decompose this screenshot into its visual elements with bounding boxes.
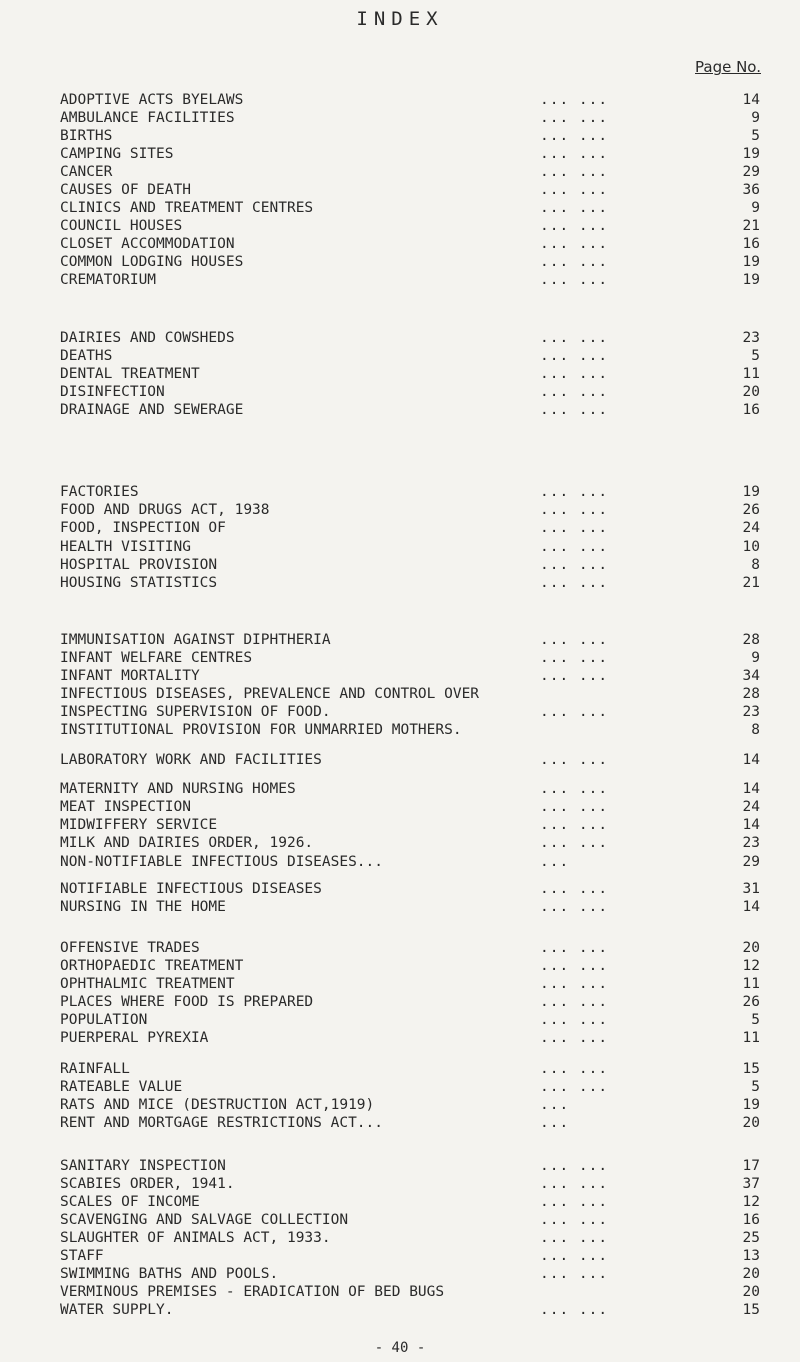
entry-label: WATER SUPPLY. <box>60 1302 174 1318</box>
entry-page-number: 14 <box>742 752 760 768</box>
index-entry <box>60 1096 760 1114</box>
entry-page-number: 36 <box>742 182 760 198</box>
entry-label: OFFENSIVE TRADES <box>60 940 200 956</box>
entry-label: FOOD, INSPECTION OF <box>60 520 226 536</box>
entry-label: LABORATORY WORK AND FACILITIES <box>60 752 322 768</box>
index-entry <box>60 91 760 109</box>
entry-page-number: 19 <box>742 146 760 162</box>
entry-label: CLOSET ACCOMMODATION <box>60 236 235 252</box>
entry-leader-dots: ... ... <box>540 218 609 234</box>
entry-leader-dots: ... ... <box>540 1176 609 1192</box>
index-entry <box>60 1247 760 1265</box>
entry-label: CLINICS AND TREATMENT CENTRES <box>60 200 314 216</box>
entry-page-number: 11 <box>742 1030 760 1046</box>
index-entry <box>60 501 760 519</box>
entry-label: IMMUNISATION AGAINST DIPHTHERIA <box>60 632 331 648</box>
entry-label: DAIRIES AND COWSHEDS <box>60 330 235 346</box>
entry-label: INFANT MORTALITY <box>60 668 200 684</box>
entry-page-number: 20 <box>742 384 760 400</box>
entry-label: PUERPERAL PYREXIA <box>60 1030 209 1046</box>
entry-leader-dots: ... <box>540 1115 570 1131</box>
entry-page-number: 9 <box>751 200 760 216</box>
entry-leader-dots: ... ... <box>540 1212 609 1228</box>
page-title: INDEX <box>356 8 444 30</box>
entry-label: HOSPITAL PROVISION <box>60 557 218 573</box>
entry-leader-dots: ... ... <box>540 402 609 418</box>
entry-label: RAINFALL <box>60 1061 130 1077</box>
entry-page-number: 16 <box>742 402 760 418</box>
entry-label: INSPECTING SUPERVISION OF FOOD. <box>60 704 331 720</box>
entry-label: RENT AND MORTGAGE RESTRICTIONS ACT... <box>60 1115 384 1131</box>
entry-leader-dots: ... ... <box>540 1061 609 1077</box>
entry-label: STAFF <box>60 1248 104 1264</box>
index-group <box>60 853 760 871</box>
entry-page-number: 19 <box>742 272 760 288</box>
index-entry <box>60 880 760 898</box>
index-entry <box>60 1114 760 1132</box>
entry-label: INFANT WELFARE CENTRES <box>60 650 253 666</box>
entry-leader-dots: ... ... <box>540 502 609 518</box>
entry-leader-dots: ... ... <box>540 650 609 666</box>
entry-page-number: 17 <box>742 1158 760 1174</box>
index-group <box>60 329 760 419</box>
index-entry <box>60 993 760 1011</box>
entry-label: SCAVENGING AND SALVAGE COLLECTION <box>60 1212 349 1228</box>
page-footer-number: - 40 - <box>374 1340 426 1356</box>
entry-label: NURSING IN THE HOME <box>60 899 226 915</box>
entry-label: AMBULANCE FACILITIES <box>60 110 235 126</box>
entry-page-number: 20 <box>742 1115 760 1131</box>
index-entry <box>60 1265 760 1283</box>
entry-page-number: 20 <box>742 1266 760 1282</box>
entry-leader-dots: ... ... <box>540 940 609 956</box>
entry-page-number: 8 <box>751 722 760 738</box>
entry-page-number: 9 <box>751 650 760 666</box>
entry-leader-dots: ... ... <box>540 348 609 364</box>
index-group <box>60 780 760 852</box>
index-group <box>60 538 760 592</box>
page-number-heading: Page No. <box>695 58 761 76</box>
entry-leader-dots: ... ... <box>540 1012 609 1028</box>
index-entry <box>60 1193 760 1211</box>
index-entry <box>60 347 760 365</box>
index-group <box>60 1157 760 1319</box>
entry-page-number: 24 <box>742 520 760 536</box>
index-entry <box>60 853 760 871</box>
entry-leader-dots: ... ... <box>540 1248 609 1264</box>
index-entry <box>60 253 760 271</box>
entry-leader-dots: ... ... <box>540 366 609 382</box>
entry-page-number: 16 <box>742 236 760 252</box>
entry-label: DISINFECTION <box>60 384 165 400</box>
entry-page-number: 20 <box>742 940 760 956</box>
entry-leader-dots: ... ... <box>540 817 609 833</box>
entry-page-number: 19 <box>742 1097 760 1113</box>
entry-page-number: 12 <box>742 958 760 974</box>
entry-page-number: 25 <box>742 1230 760 1246</box>
entry-leader-dots: ... ... <box>540 236 609 252</box>
entry-leader-dots: ... ... <box>540 899 609 915</box>
entry-label: NOTIFIABLE INFECTIOUS DISEASES <box>60 881 322 897</box>
index-entry <box>60 798 760 816</box>
index-entry <box>60 1060 760 1078</box>
entry-leader-dots: ... ... <box>540 835 609 851</box>
entry-label: MATERNITY AND NURSING HOMES <box>60 781 296 797</box>
index-entry <box>60 957 760 975</box>
index-entry <box>60 1283 760 1301</box>
entry-label: COUNCIL HOUSES <box>60 218 183 234</box>
index-entry <box>60 975 760 993</box>
entry-leader-dots: ... ... <box>540 1230 609 1246</box>
entry-page-number: 21 <box>742 575 760 591</box>
entry-leader-dots: ... ... <box>540 799 609 815</box>
entry-label: BIRTHS <box>60 128 113 144</box>
entry-leader-dots: ... ... <box>540 632 609 648</box>
entry-leader-dots: ... ... <box>540 1266 609 1282</box>
entry-page-number: 13 <box>742 1248 760 1264</box>
entry-page-number: 19 <box>742 254 760 270</box>
entry-leader-dots: ... ... <box>540 110 609 126</box>
entry-page-number: 24 <box>742 799 760 815</box>
entry-leader-dots: ... ... <box>540 484 609 500</box>
index-group <box>60 751 760 769</box>
entry-page-number: 14 <box>742 781 760 797</box>
entry-label: SCABIES ORDER, 1941. <box>60 1176 235 1192</box>
entry-label: SANITARY INSPECTION <box>60 1158 226 1174</box>
entry-page-number: 14 <box>742 899 760 915</box>
index-entry <box>60 631 760 649</box>
entry-label: SLAUGHTER OF ANIMALS ACT, 1933. <box>60 1230 331 1246</box>
entry-label: HEALTH VISITING <box>60 539 191 555</box>
entry-label: CAMPING SITES <box>60 146 174 162</box>
entry-page-number: 8 <box>751 557 760 573</box>
entry-page-number: 14 <box>742 817 760 833</box>
index-entry <box>60 1029 760 1047</box>
entry-leader-dots: ... ... <box>540 976 609 992</box>
index-entry <box>60 163 760 181</box>
entry-page-number: 28 <box>742 686 760 702</box>
entry-label: CAUSES OF DEATH <box>60 182 191 198</box>
index-entry <box>60 1211 760 1229</box>
entry-leader-dots: ... ... <box>540 1158 609 1174</box>
index-entry <box>60 816 760 834</box>
index-entry <box>60 109 760 127</box>
entry-label: MIDWIFFERY SERVICE <box>60 817 218 833</box>
entry-label: CANCER <box>60 164 113 180</box>
entry-page-number: 15 <box>742 1302 760 1318</box>
entry-leader-dots: ... ... <box>540 1302 609 1318</box>
entry-leader-dots: ... ... <box>540 958 609 974</box>
entry-page-number: 14 <box>742 92 760 108</box>
entry-leader-dots: ... ... <box>540 200 609 216</box>
entry-leader-dots: ... ... <box>540 1079 609 1095</box>
entry-page-number: 23 <box>742 704 760 720</box>
index-entry <box>60 329 760 347</box>
entry-label: SWIMMING BATHS AND POOLS. <box>60 1266 279 1282</box>
index-entry <box>60 1175 760 1193</box>
entry-page-number: 28 <box>742 632 760 648</box>
entry-label: DENTAL TREATMENT <box>60 366 200 382</box>
index-entry <box>60 703 760 721</box>
entry-page-number: 31 <box>742 881 760 897</box>
index-entry <box>60 649 760 667</box>
entry-label: FOOD AND DRUGS ACT, 1938 <box>60 502 270 518</box>
entry-label: FACTORIES <box>60 484 139 500</box>
entry-leader-dots: ... <box>540 854 570 870</box>
index-entry <box>60 235 760 253</box>
entry-leader-dots: ... ... <box>540 254 609 270</box>
entry-label: POPULATION <box>60 1012 148 1028</box>
entry-page-number: 11 <box>742 366 760 382</box>
entry-label: VERMINOUS PREMISES - ERADICATION OF BED BUGS <box>60 1284 445 1300</box>
entry-leader-dots: ... ... <box>540 330 609 346</box>
index-entry <box>60 519 760 537</box>
entry-leader-dots: ... ... <box>540 1194 609 1210</box>
entry-label: DRAINAGE AND SEWERAGE <box>60 402 244 418</box>
index-entry <box>60 780 760 798</box>
index-entry <box>60 898 760 916</box>
entry-label: PLACES WHERE FOOD IS PREPARED <box>60 994 314 1010</box>
entry-leader-dots: ... ... <box>540 146 609 162</box>
index-entry <box>60 834 760 852</box>
entry-leader-dots: ... ... <box>540 164 609 180</box>
index-entry <box>60 1011 760 1029</box>
index-entry <box>60 939 760 957</box>
index-entry <box>60 556 760 574</box>
entry-label: SCALES OF INCOME <box>60 1194 200 1210</box>
index-entry <box>60 181 760 199</box>
entry-label: DEATHS <box>60 348 113 364</box>
entry-label: MEAT INSPECTION <box>60 799 191 815</box>
index-group <box>60 631 760 739</box>
entry-page-number: 26 <box>742 994 760 1010</box>
entry-label: RATEABLE VALUE <box>60 1079 183 1095</box>
entry-page-number: 37 <box>742 1176 760 1192</box>
entry-leader-dots: ... ... <box>540 539 609 555</box>
entry-label: CREMATORIUM <box>60 272 157 288</box>
entry-label: NON-NOTIFIABLE INFECTIOUS DISEASES... <box>60 854 384 870</box>
entry-page-number: 21 <box>742 218 760 234</box>
entry-label: OPHTHALMIC TREATMENT <box>60 976 235 992</box>
index-entry <box>60 1157 760 1175</box>
entry-leader-dots: ... ... <box>540 704 609 720</box>
entry-leader-dots: ... ... <box>540 752 609 768</box>
entry-page-number: 23 <box>742 330 760 346</box>
entry-label: INFECTIOUS DISEASES, PREVALENCE AND CONTROL OVER <box>60 686 480 702</box>
index-entry <box>60 751 760 769</box>
entry-label: INSTITUTIONAL PROVISION FOR UNMARRIED MOTHERS. <box>60 722 462 738</box>
index-group <box>60 993 760 1047</box>
index-entry <box>60 574 760 592</box>
index-group <box>60 483 760 537</box>
entry-leader-dots: ... ... <box>540 557 609 573</box>
entry-page-number: 15 <box>742 1061 760 1077</box>
entry-leader-dots: ... ... <box>540 668 609 684</box>
entry-page-number: 29 <box>742 854 760 870</box>
entry-page-number: 34 <box>742 668 760 684</box>
index-entry <box>60 271 760 289</box>
index-entry <box>60 721 760 739</box>
entry-leader-dots: ... ... <box>540 384 609 400</box>
index-entry <box>60 1229 760 1247</box>
entry-label: COMMON LODGING HOUSES <box>60 254 244 270</box>
entry-label: ORTHOPAEDIC TREATMENT <box>60 958 244 974</box>
entry-leader-dots: ... ... <box>540 781 609 797</box>
entry-page-number: 29 <box>742 164 760 180</box>
entry-page-number: 5 <box>751 1012 760 1028</box>
entry-page-number: 12 <box>742 1194 760 1210</box>
entry-leader-dots: ... ... <box>540 128 609 144</box>
entry-leader-dots: ... ... <box>540 92 609 108</box>
entry-page-number: 26 <box>742 502 760 518</box>
index-entry <box>60 538 760 556</box>
entry-page-number: 11 <box>742 976 760 992</box>
entry-page-number: 20 <box>742 1284 760 1300</box>
entry-page-number: 19 <box>742 484 760 500</box>
entry-leader-dots: ... <box>540 1097 570 1113</box>
index-entry <box>60 383 760 401</box>
index-entry <box>60 1078 760 1096</box>
entry-page-number: 5 <box>751 1079 760 1095</box>
entry-leader-dots: ... ... <box>540 1030 609 1046</box>
index-entry <box>60 1301 760 1319</box>
index-entry <box>60 685 760 703</box>
entry-page-number: 5 <box>751 348 760 364</box>
entry-page-number: 9 <box>751 110 760 126</box>
index-group <box>60 939 760 993</box>
index-entry <box>60 483 760 501</box>
entry-leader-dots: ... ... <box>540 520 609 536</box>
index-group <box>60 880 760 916</box>
entry-leader-dots: ... ... <box>540 182 609 198</box>
entry-page-number: 10 <box>742 539 760 555</box>
entry-label: RATS AND MICE (DESTRUCTION ACT,1919) <box>60 1097 375 1113</box>
entry-label: MILK AND DAIRIES ORDER, 1926. <box>60 835 314 851</box>
entry-label: HOUSING STATISTICS <box>60 575 218 591</box>
entry-page-number: 23 <box>742 835 760 851</box>
index-entry <box>60 145 760 163</box>
entry-leader-dots: ... ... <box>540 575 609 591</box>
index-entry <box>60 401 760 419</box>
entry-leader-dots: ... ... <box>540 881 609 897</box>
index-group <box>60 1060 760 1132</box>
index-entry <box>60 199 760 217</box>
entry-label: ADOPTIVE ACTS BYELAWS <box>60 92 244 108</box>
index-entry <box>60 127 760 145</box>
entry-page-number: 5 <box>751 128 760 144</box>
index-entry <box>60 365 760 383</box>
entry-page-number: 16 <box>742 1212 760 1228</box>
index-entry <box>60 217 760 235</box>
entry-leader-dots: ... ... <box>540 994 609 1010</box>
index-entry <box>60 667 760 685</box>
index-group <box>60 91 760 289</box>
entry-leader-dots: ... ... <box>540 272 609 288</box>
